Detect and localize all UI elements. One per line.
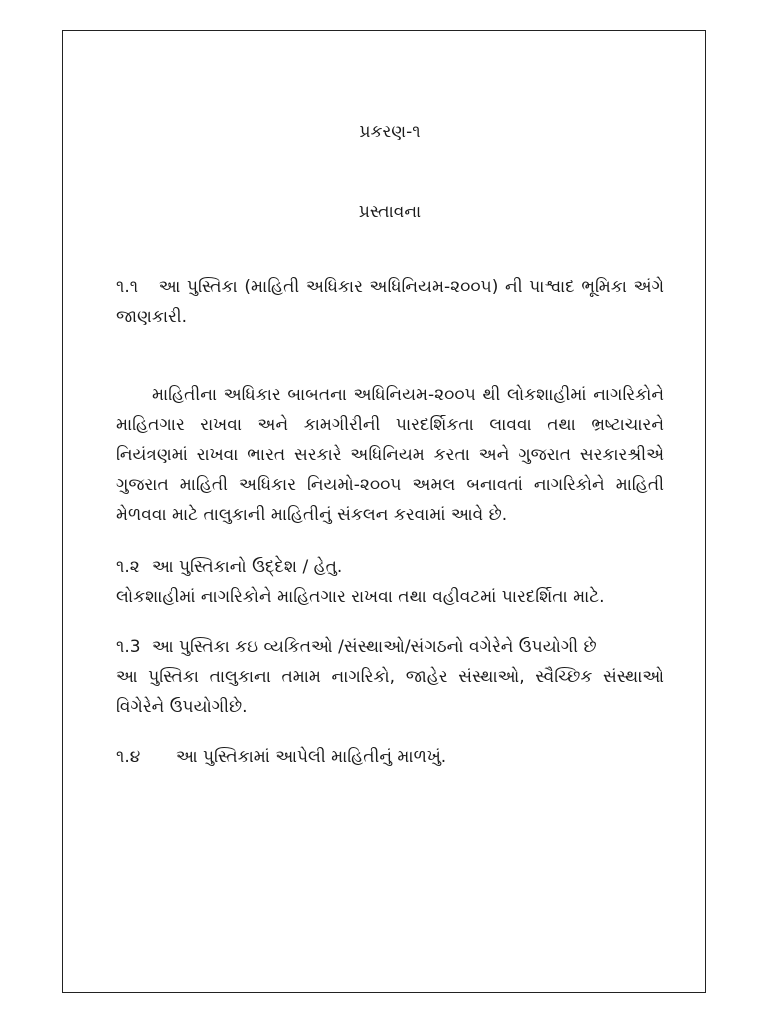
section-1-2-title: આ પુસ્તિકાનો ઉદ્દેશ / હેતુ. [152, 557, 343, 577]
document-body [116, 110, 664, 772]
section-1-1 [116, 272, 664, 332]
section-1-1-title: આ પુસ્તિકા (માહિતી અધિકાર અધિનિયમ-૨૦૦૫) ની પાશ્વાદ ભૂમિકા અંગે જાણકારી. [116, 277, 665, 327]
section-1-3-number: ૧.3 [116, 637, 141, 657]
section-1-2 [116, 552, 664, 612]
section-1-1-number: ૧.૧ [116, 277, 139, 297]
section-1-4-title: આ પુસ્તિકામાં આપેલી માહિતીનું માળખું. [176, 747, 447, 767]
section-1-3-title: આ પુસ્તિકા કઇ વ્યકિતઓ /સંસ્થાઓ/સંગઠનો વગેરેને ઉપયોગી છે [152, 637, 597, 657]
section-1-3-heading [116, 632, 664, 662]
chapter-title: પ્રકરણ-૧ [359, 122, 421, 142]
section-heading: પ્રસ્તાવના [358, 202, 422, 222]
section-1-3 [116, 632, 664, 722]
section-1-4-number: ૧.૪ [116, 747, 141, 767]
section-1-4 [116, 742, 664, 772]
section-1-3-text: આ પુસ્તિકા તાલુકાના તમામ નાગરિકો, જાહેર સંસ્થાઓ, સ્વૈચ્છિક સંસ્થાઓ વિગેરેને ઉપયોગીછે. [116, 667, 664, 717]
section-1-2-text: લોકશાહીમાં નાગરિકોને માહિતગાર રાખવા તથા વહીવટમાં પારદર્શિતા માટે. [116, 587, 605, 607]
section-1-2-number: ૧.૨ [116, 557, 140, 577]
section-1-2-heading [116, 552, 664, 582]
intro-paragraph: માહિતીના અધિકાર બાબતના અધિનિયમ-૨૦૦૫ થી લોકશાહીમાં નાગરિકોને માહિતગાર રાખવા અને કામગીરીની પારદર્શિકતા લાવવા તથા ભ્રષ્ટાચારને નિયંત્રણમાં રાખવા ભારત સરકારે અધિનિયમ કરતા અને ગુજરાત સરકારશ્રીએ ગુજરાત માહિતી અધિકાર નિયમો-૨૦૦૫ અમલ બનાવતાં નાગરિકોને માહિતી મેળવવા માટે તાલુકાની માહિતીનું સંકલન કરવામાં આવે છે. [116, 385, 664, 525]
